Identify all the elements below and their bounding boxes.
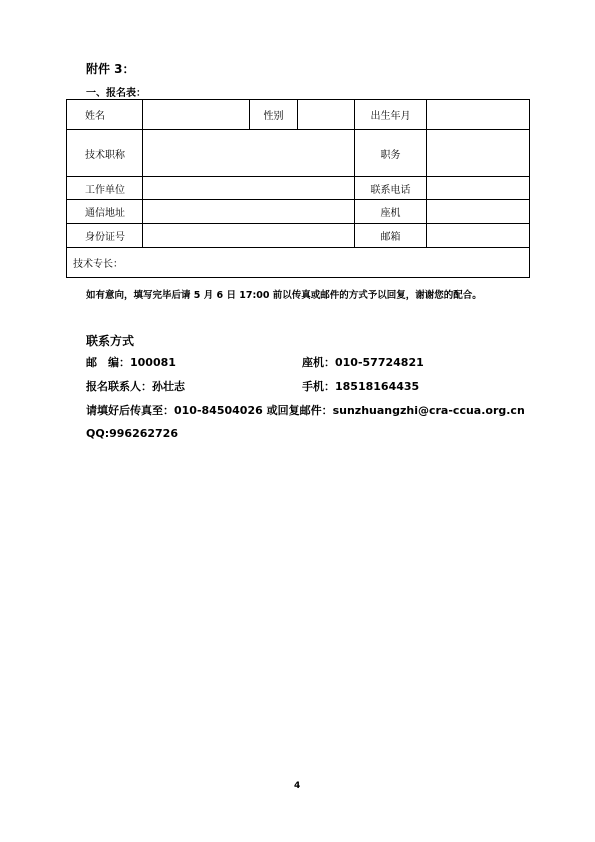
phone-label: 联系电话 <box>355 177 427 200</box>
form-row-employer <box>67 177 530 200</box>
specialty-field[interactable] <box>67 248 530 278</box>
email-field[interactable] <box>427 224 530 248</box>
position-label: 职务 <box>355 130 427 177</box>
form-row-basic <box>67 100 530 130</box>
form-row-title <box>67 130 530 177</box>
id-label: 身份证号 <box>67 224 143 248</box>
form-row-id <box>67 224 530 248</box>
name-label: 姓名 <box>67 100 143 130</box>
registration-form-table <box>66 99 530 278</box>
attachment-title: 附件 3： <box>86 62 135 76</box>
position-field[interactable] <box>427 130 530 177</box>
qq-number: QQ:996262726 <box>86 427 178 440</box>
form-row-address <box>67 200 530 224</box>
employer-label: 工作单位 <box>67 177 143 200</box>
page-number: 4 <box>294 781 301 791</box>
landline-field[interactable] <box>427 200 530 224</box>
gender-label: 性别 <box>250 100 298 130</box>
phone-field[interactable] <box>427 177 530 200</box>
form-row-specialty <box>67 248 530 278</box>
employer-field[interactable] <box>143 177 355 200</box>
contact-title: 联系方式 <box>86 334 135 348</box>
contact-person: 报名联系人：孙壮志 <box>86 380 185 393</box>
birth-label: 出生年月 <box>355 100 427 130</box>
title-field[interactable] <box>143 130 355 177</box>
id-field[interactable] <box>143 224 355 248</box>
gender-field[interactable] <box>298 100 355 130</box>
birth-field[interactable] <box>427 100 530 130</box>
reply-note: 如有意向，填写完毕后请 5 月 6 日 17:00 前以传真或邮件的方式予以回复，谢谢您的配合。 <box>86 290 482 301</box>
name-field[interactable] <box>143 100 250 130</box>
landline: 座机：010-57724821 <box>302 356 424 369</box>
title-label: 技术职称 <box>67 130 143 177</box>
email-label: 邮箱 <box>355 224 427 248</box>
mobile: 手机：18518164435 <box>302 380 420 393</box>
address-field[interactable] <box>143 200 355 224</box>
fax-email: 请填好后传真至：010-84504026 或回复邮件：sunzhuangzhi@cra-ccua.org.cn <box>86 404 525 417</box>
specialty-label: 技术专长： <box>73 259 123 270</box>
address-label: 通信地址 <box>67 200 143 224</box>
landline-label: 座机 <box>355 200 427 224</box>
postcode: 邮 编：100081 <box>86 356 176 369</box>
form-heading: 一、报名表： <box>86 88 146 99</box>
